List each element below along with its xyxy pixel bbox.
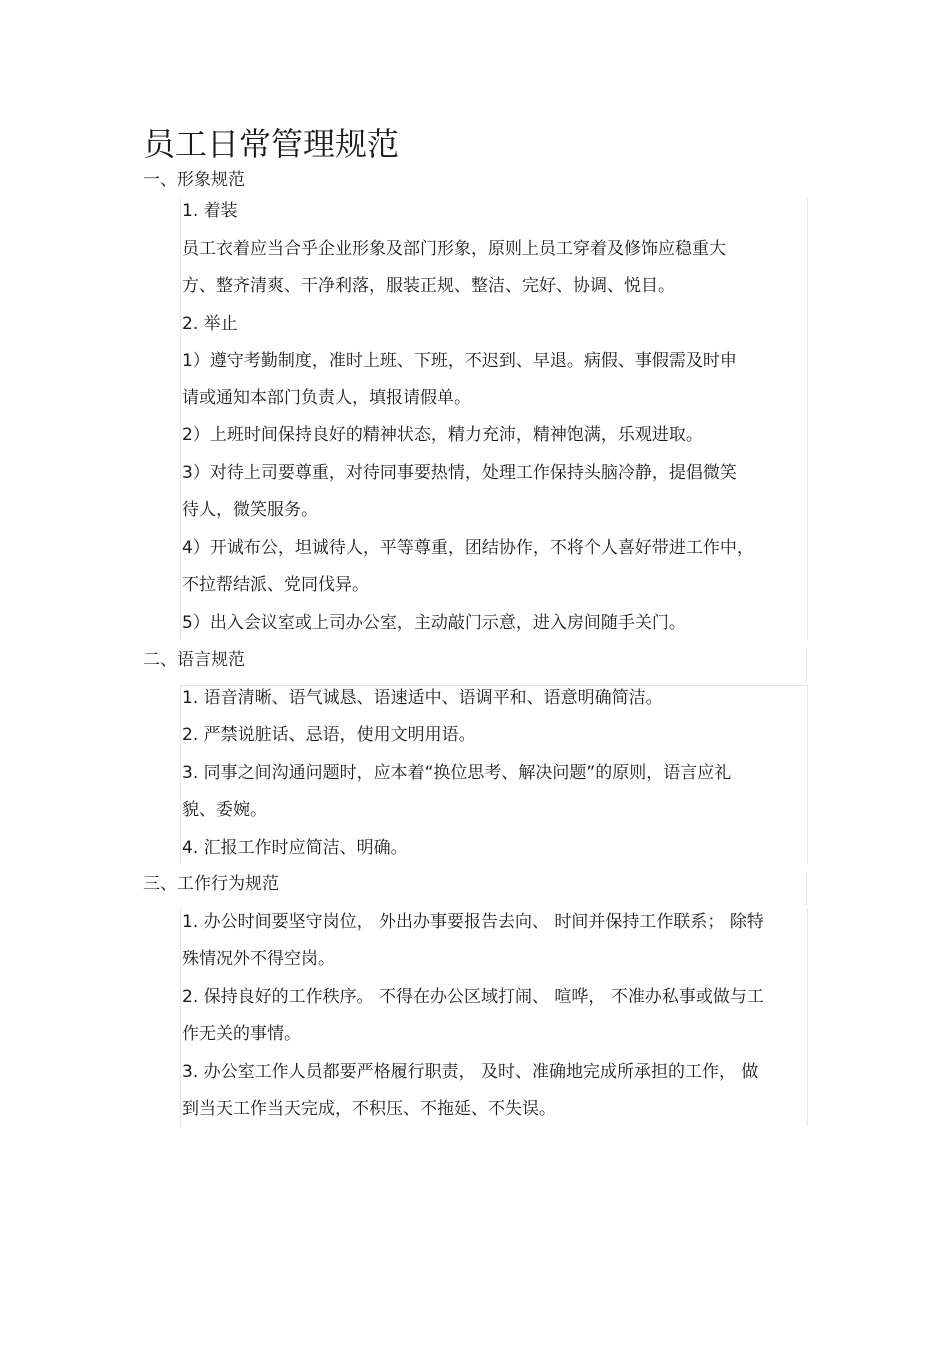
paragraph-line: 1. 语音清晰、语气诚恳、语速适中、语调平和、语意明确简洁。 <box>182 688 663 708</box>
section-heading-appearance: 一、形象规范 <box>143 170 245 190</box>
paragraph-line: 2. 保持良好的工作秩序。 不得在办公区域打闹、 喧哗， 不准办私事或做与工 <box>182 987 764 1007</box>
subheading-conduct: 2. 举止 <box>182 314 238 334</box>
section-3-frame <box>180 908 808 1126</box>
paragraph-line: 2）上班时间保持良好的精神状态，精力充沛，精神饱满，乐观进取。 <box>182 425 703 445</box>
section-heading-language: 二、语言规范 <box>143 650 245 670</box>
paragraph-line: 待人，微笑服务。 <box>182 500 318 520</box>
section-heading-work-conduct: 三、工作行为规范 <box>143 874 279 894</box>
paragraph-line: 1. 办公时间要坚守岗位， 外出办事要报告去向、 时间并保持工作联系； 除特 <box>182 912 764 932</box>
paragraph-line: 3. 办公室工作人员都要严格履行职责， 及时、准确地完成所承担的工作， 做 <box>182 1062 759 1082</box>
paragraph-line: 5）出入会议室或上司办公室，主动敲门示意，进入房间随手关门。 <box>182 613 686 633</box>
paragraph-line: 殊情况外不得空岗。 <box>182 949 335 969</box>
paragraph-line: 4. 汇报工作时应简洁、明确。 <box>182 838 408 858</box>
paragraph-line: 1）遵守考勤制度，准时上班、下班，不迟到、早退。病假、事假需及时申 <box>182 351 737 371</box>
paragraph-line: 2. 严禁说脏话、忌语，使用文明用语。 <box>182 725 476 745</box>
paragraph-line: 员工衣着应当合乎企业形象及部门形象，原则上员工穿着及修饰应稳重大 <box>182 239 726 259</box>
paragraph-line: 4）开诚布公，坦诚待人，平等尊重，团结协作，不将个人喜好带进工作中， <box>182 538 754 558</box>
paragraph-line: 貌、委婉。 <box>182 800 267 820</box>
page-title: 员工日常管理规范 <box>143 125 400 163</box>
paragraph-line: 请或通知本部门负责人，填报请假单。 <box>182 388 471 408</box>
paragraph-line: 不拉帮结派、党同伐异。 <box>182 575 369 595</box>
subheading-attire: 1. 着装 <box>182 201 238 221</box>
paragraph-line: 3）对待上司要尊重，对待同事要热情，处理工作保持头脑冷静，提倡微笑 <box>182 463 737 483</box>
paragraph-line: 到当天工作当天完成，不积压、不拖延、不失误。 <box>182 1099 556 1119</box>
paragraph-line: 方、整齐清爽、干净利落，服装正规、整洁、完好、协调、悦目。 <box>182 276 675 296</box>
paragraph-line: 作无关的事情。 <box>182 1024 301 1044</box>
paragraph-line: 3. 同事之间沟通问题时，应本着“换位思考、解决问题”的原则，语言应礼 <box>182 763 732 783</box>
